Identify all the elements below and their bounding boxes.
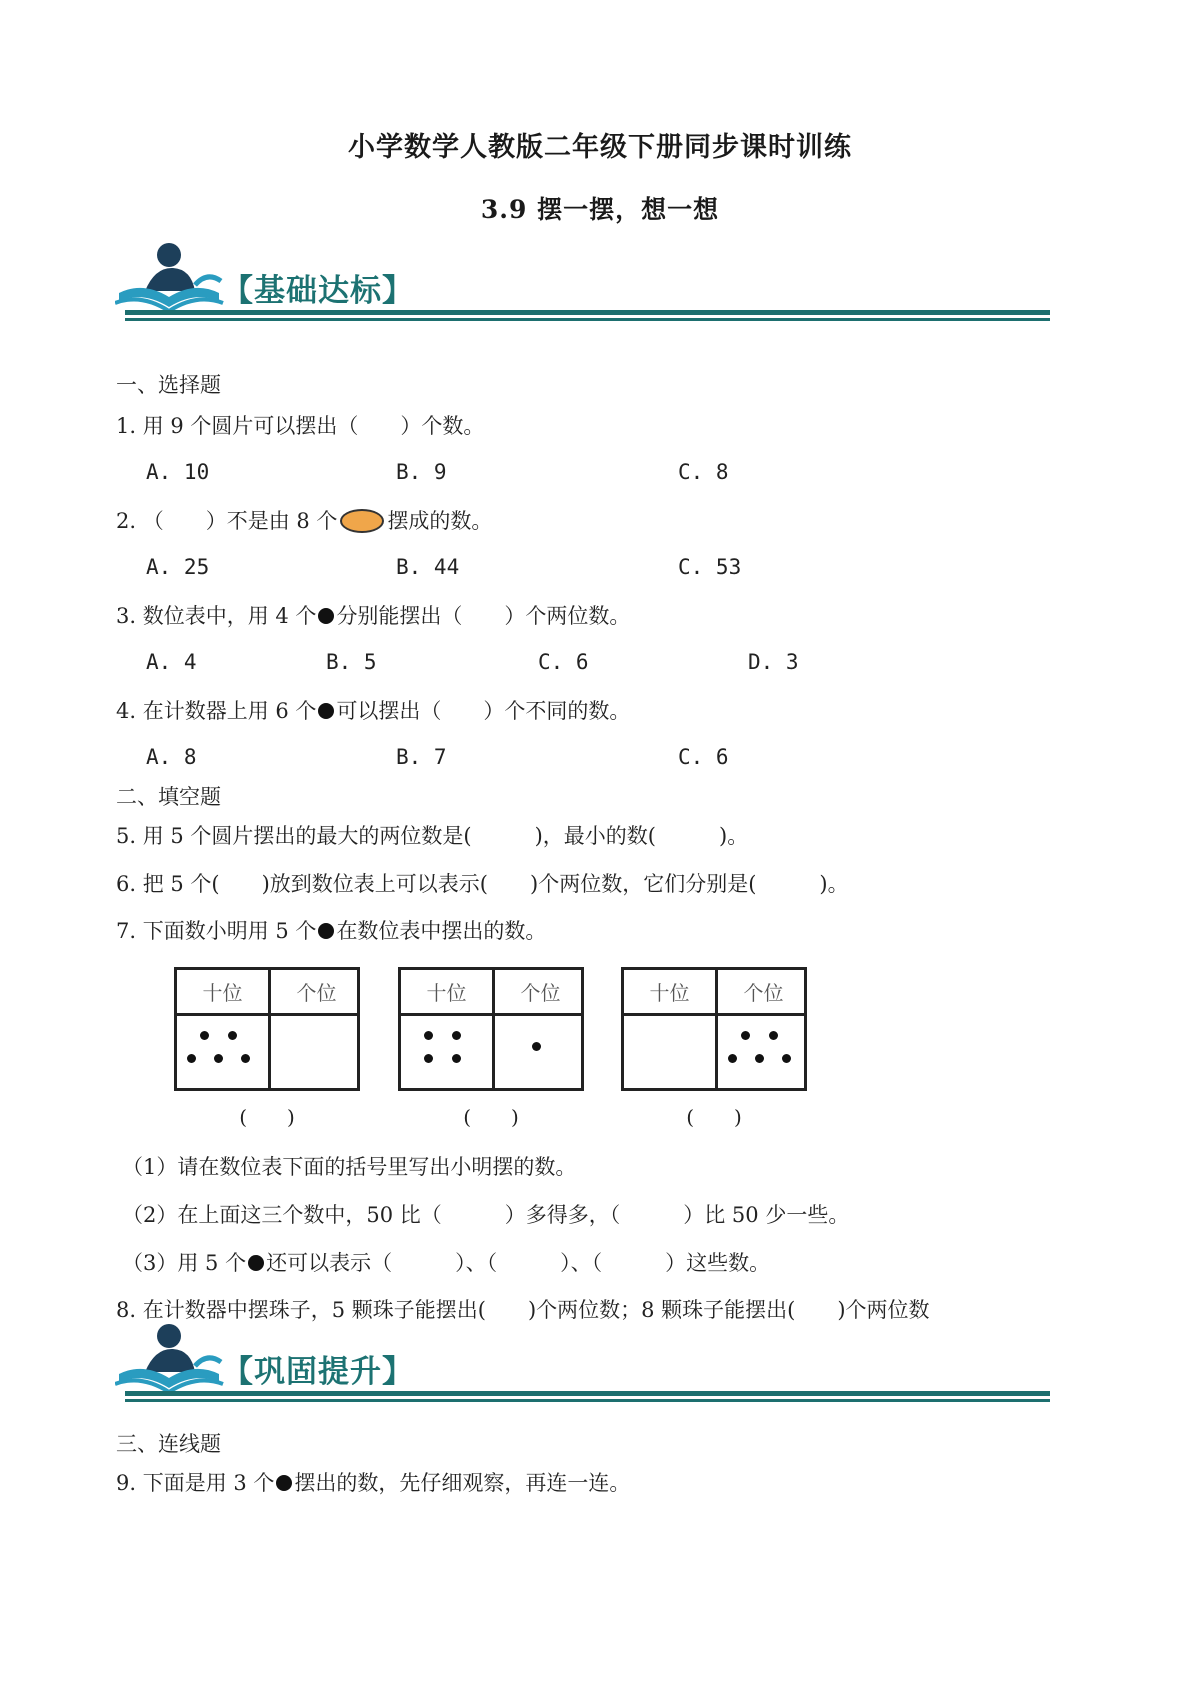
question-6: 6. 把 5 个( )放到数位表上可以表示( )个两位数，它们分别是( )。 <box>116 872 849 896</box>
question-7-text: 在数位表中摆出的数。 <box>336 919 547 943</box>
bead-dot-icon <box>318 923 334 939</box>
banner-rule <box>125 310 1050 315</box>
question-7-part-2: （2）在上面这三个数中，50 比（ ）多得多，（ ）比 50 少一些。 <box>122 1203 850 1227</box>
option-c: C. 8 <box>678 460 729 484</box>
option-c: C. 53 <box>678 555 742 579</box>
question-2-text: 2. （ ）不是由 8 个 <box>116 509 338 533</box>
bead-dot <box>452 1054 461 1063</box>
question-4-text: 可以摆出（ ）个不同的数。 <box>336 699 631 723</box>
option-c: C. 6 <box>678 745 729 769</box>
ones-header: 个位 <box>520 981 561 1005</box>
answer-blank[interactable]: ( ) <box>686 1105 742 1129</box>
round-disk-icon <box>340 509 384 533</box>
bead-dot <box>214 1054 223 1063</box>
bead-dot <box>532 1042 541 1051</box>
question-7 <box>116 917 546 945</box>
question-8: 8. 在计数器中摆珠子，5 颗珠子能摆出( )个两位数；8 颗珠子能摆出( )个两位数 <box>116 1298 930 1322</box>
option-a: A. 4 <box>146 650 197 674</box>
bead-dot <box>241 1054 250 1063</box>
banner-label: 【基础达标】 <box>222 273 414 309</box>
place-value-table <box>398 967 584 1091</box>
question-7-part-1: （1）请在数位表下面的括号里写出小明摆的数。 <box>122 1155 577 1179</box>
section-heading-choice: 一、选择题 <box>116 373 221 397</box>
ones-header: 个位 <box>743 981 784 1005</box>
section-heading-fill: 二、填空题 <box>116 785 221 809</box>
bead-dot <box>424 1054 433 1063</box>
bead-dot-icon <box>318 608 334 624</box>
reader-book-icon <box>115 241 225 321</box>
question-4 <box>116 697 630 725</box>
question-9-text: 摆出的数，先仔细观察，再连一连。 <box>294 1471 631 1495</box>
banner-rule <box>125 318 1050 321</box>
answer-blank[interactable]: ( ) <box>463 1105 519 1129</box>
option-c: C. 6 <box>538 650 589 674</box>
bead-dot <box>755 1054 764 1063</box>
question-5: 5. 用 5 个圆片摆出的最大的两位数是( )，最小的数( )。 <box>116 824 749 848</box>
reader-book-icon <box>115 1322 225 1402</box>
option-a: A. 25 <box>146 555 210 579</box>
question-3-text: 分别能摆出（ ）个两位数。 <box>336 604 631 628</box>
question-3 <box>116 602 630 630</box>
question-7-text: 7. 下面数小明用 5 个 <box>116 919 317 943</box>
bead-dot <box>782 1054 791 1063</box>
question-2-text: 摆成的数。 <box>387 509 493 533</box>
option-b: B. 5 <box>326 650 377 674</box>
question-7-part-3-text: （3）用 5 个 <box>122 1251 247 1275</box>
place-value-table <box>621 967 807 1091</box>
tens-header: 十位 <box>649 981 690 1005</box>
bead-dot <box>187 1054 196 1063</box>
tens-header: 十位 <box>426 981 467 1005</box>
answer-blank[interactable]: ( ) <box>239 1105 295 1129</box>
bead-dot <box>728 1054 737 1063</box>
bead-dot <box>769 1031 778 1040</box>
question-1: 1. 用 9 个圆片可以摆出（ ）个数。 <box>116 414 485 438</box>
ones-header: 个位 <box>296 981 337 1005</box>
bead-dot-icon <box>248 1255 264 1271</box>
page-title: 小学数学人教版二年级下册同步课时训练 <box>348 132 852 163</box>
banner-rule <box>125 1391 1050 1396</box>
question-4-text: 4. 在计数器上用 6 个 <box>116 699 317 723</box>
place-value-table <box>174 967 360 1091</box>
bead-dot <box>200 1031 209 1040</box>
option-d: D. 3 <box>748 650 799 674</box>
section-banner-advanced <box>115 1317 1050 1412</box>
option-b: B. 7 <box>396 745 447 769</box>
option-b: B. 9 <box>396 460 447 484</box>
option-b: B. 44 <box>396 555 460 579</box>
banner-rule <box>125 1399 1050 1402</box>
bead-dot-icon <box>318 703 334 719</box>
question-2 <box>116 507 492 535</box>
lesson-subtitle: 3.9 摆一摆，想一想 <box>480 195 720 224</box>
tens-header: 十位 <box>202 981 243 1005</box>
question-9-text: 9. 下面是用 3 个 <box>116 1471 275 1495</box>
bead-dot-icon <box>276 1475 292 1491</box>
option-a: A. 10 <box>146 460 210 484</box>
bead-dot <box>452 1031 461 1040</box>
bead-dot <box>424 1031 433 1040</box>
question-7-part-3 <box>122 1249 770 1277</box>
section-banner-basic <box>115 236 1050 331</box>
bead-dot <box>228 1031 237 1040</box>
question-9 <box>116 1469 630 1497</box>
bead-dot <box>741 1031 750 1040</box>
section-heading-match: 三、连线题 <box>116 1432 221 1456</box>
question-3-text: 3. 数位表中，用 4 个 <box>116 604 317 628</box>
option-a: A. 8 <box>146 745 197 769</box>
question-7-part-3-text: 还可以表示（ ）、（ ）、（ ）这些数。 <box>266 1251 771 1275</box>
banner-label: 【巩固提升】 <box>222 1354 414 1390</box>
